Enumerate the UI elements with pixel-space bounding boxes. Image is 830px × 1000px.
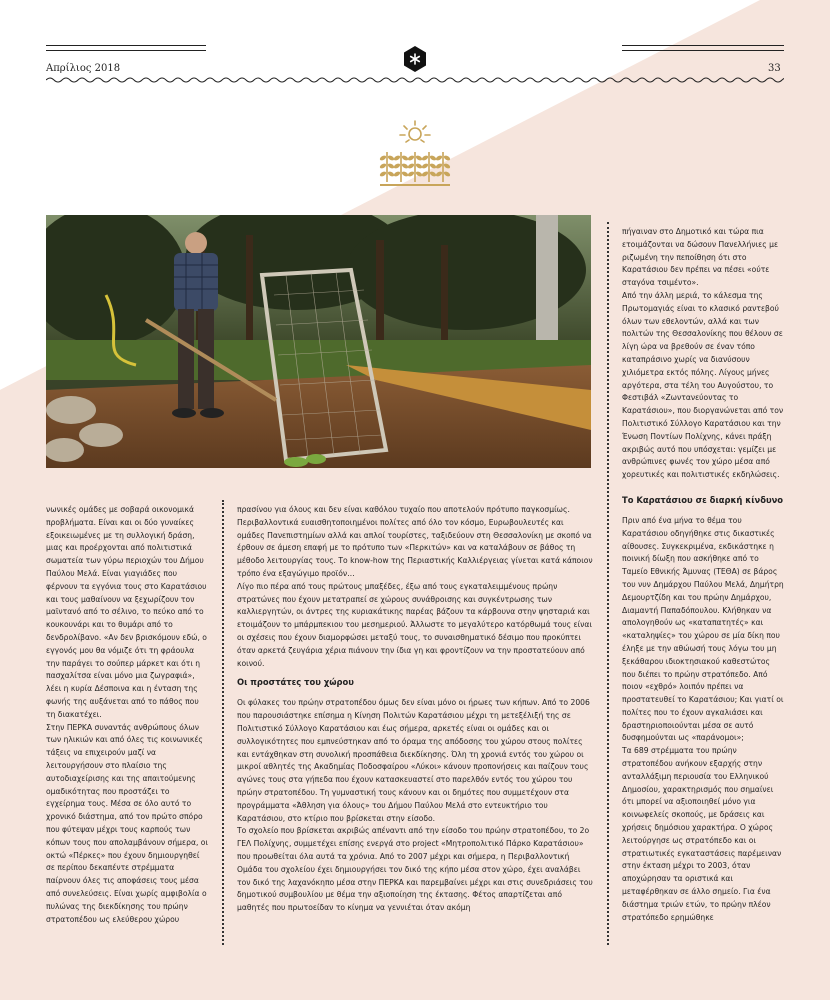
column-separator-2 [607,222,609,945]
column-1 [46,504,210,926]
col3-paragraph-4: Τα 689 στρέμματα του πρώην στρατοπέδου ανήκουν εξαρχής στην ανταλλάξιμη περιουσία του Ελληνικού Δημοσίου, χαρακτηρισμός που σημαίνει ότι μπορεί να αξιοποιηθεί μόνο για κοινωφελείς σκοπούς, με δράσεις και χρήσεις δημόσιου χαρακτήρα. Ο χώρος λειτούργησε ως στρατόπεδο και οι στρατιωτικές εγκαταστάσεις παρέμειναν στην έκταση μέχρι το 2003, όταν αποχώρησαν τα οριστικά και μεταφέρθηκαν σε άλλο σημείο. Για ένα διάστημα τριών ετών, το πρώην πλέον στρατόπεδο ερημώθηκε [622,746,782,922]
col2-paragraph-1: πρασίνου για όλους και δεν είναι καθόλου τυχαίο που αποτελούν πρότυπο παγκοσμίως. Περιβαλλοντικά ευαισθητοποιημένοι πολίτες από όλο τον κόσμο, Ευρωβουλευτές και ομάδες Πανεπιστημίων αλλά και απλοί τουρίστες, ταξιδεύουν στη Θεσσαλονίκη με σκοπό να έρθουν σε άμεση επαφή με το πρότυπο των «Περκιτών» και να καταλάβουν σε βάθος τη μέθοδο λειτουργίας τους. Το know-how της Περιαστικής Καλλιέργειας γίνεται κατά κάποιον τρόπο ένα εξαγώγιμο προϊόν… [237,505,593,578]
sprouts-sun-icon [378,118,452,190]
column-2 [237,504,593,915]
header-rule-left-top [46,45,206,46]
wavy-divider [46,76,784,84]
header-rule-right-bottom [622,50,784,51]
col3-heading: Το Καρατάσιου σε διαρκή κίνδυνο [622,494,784,505]
col1-paragraph-2: Στην ΠΕΡΚΑ συναντάς ανθρώπους όλων των ηλικιών και από όλες τις κοινωνικές τάξεις να επιχειρούν μαζί να λειτουργήσουν στο πλαίσιο της αυτοδιαχείρισης και της απαιτούμενης ομαδικότητας που προστάζει το εγχείρημα τους. Μέσα σε όλο αυτό το χρονικό διάστημα, από τον πρώτο σπόρο που φύτεψαν μέχρι τους καρπούς των κόπων τους που απολαμβάνουν σήμερα, οι οκτώ «Πέρκες» που έχουν δημιουργηθεί σε περίπου δεκαπέντε στρέμματα παίρνουν όλες τις αποφάσεις τους μέσα από συνελεύσεις. Είναι χωρίς αμφιβολία ο πυλώνας της διεκδίκησης του πρώην στρατοπέδου ως ελεύθερου χώρου [46,722,208,924]
asterisk-icon [402,45,428,73]
issue-date: Απρίλιος 2018 [46,63,121,74]
col2-paragraph-2: Λίγο πιο πέρα από τους πρώτους μπαξέδες, έξω από τους εγκαταλειμμένους πρώην στρατώνες που έχουν μετατραπεί σε χώρους συνάθροισης και συγκέντρωσης των καλλιεργητών, οι άντρες της κυριακάτικης παρέας βάζουν τα κάρβουνα στην ψησταριά και ετοιμάζουν το μπάρμπεκιου του μεσημεριού. Άλλωστε το μεγαλύτερο κατόρθωμά τους είναι οι σχέσεις που έχουν διαμορφώσει μεταξύ τους, το συναισθηματικό δέσιμο που προκύπτει όταν αρκετά ζευγάρια χέρια πιάνουν την ίδια γη και φροντίζουν να την προστατεύουν από κοινού. [237,581,592,668]
header-rule-right-top [622,45,784,46]
col2-paragraph-4: Το σχολείο που βρίσκεται ακριβώς απέναντι από την είσοδο του πρώην στρατοπέδου, το 2ο ΓΕΛ Πολίχνης, συμμετέχει επίσης ενεργά στο project «Μητροπολιτικό Πάρκο Καρατάσιου» που προωθείται όλα αυτά τα χρόνια. Από το 2007 μέχρι και σήμερα, η Περιβαλλοντική Ομάδα του σχολείου έχει δημιουργήσει τον δικό της κήπο μέσα στον χώρο, έχει αναλάβει τον δικό της λαχανόκηπο μέσα στην ΠΕΡΚΑ και παρεμβαίνει μέχρι και στις συνεδριάσεις του δημοτικού συμβουλίου με θέμα την αξιοποίηση της έκτασης. Φέτος απαρτίζεται από μαθητές που πρωτοείδαν το κίνημα να γεννιέται όταν ακόμη [237,826,593,913]
col2-heading: Οι προστάτες του χώρου [237,677,354,688]
garden-photo [46,215,591,468]
col3-paragraph-1: πήγαιναν στο Δημοτικό και τώρα πια ετοιμάζονται να δώσουν Πανελλήνιες με ριζωμένη την πεποίθηση ότι στο Καρατάσιου δεν πρέπει να πέσει «ούτε σταγόνα τσιμέντο». [622,227,779,288]
col3-paragraph-3: Πριν από ένα μήνα το θέμα του Καρατάσιου οδηγήθηκε στις δικαστικές αίθουσες. Συγκεκριμένα, εκδικάστηκε η ποινική δίωξη που ασκήθηκε από το Ταμείο Εθνικής Άμυνας (ΤΕΘΑ) σε βάρος του νυν Δημάρχου Παύλου Μελά, Δημήτρη Δεμουρτζίδη και του πρώην Δημάρχου, Διαμαντή Παπαδόπουλου. Κλήθηκαν να απολογηθούν ως «καταπατητές» και «καταληψίες» του χώρου σε μία δίκη που έληξε με την αθώωσή τους λόγω του μη ξεκάθαρου ιδιοκτησιακού καθεστώτος που διέπει το πρώην στρατόπεδο. Από ποιον «εχθρό» λοιπόν πρέπει να προστατευθεί το Καρατάσιου; Και γιατί οι πολίτες που το έχουν αγκαλιάσει και δραστηριοποιούνται μέσα σε αυτό δυσφημούνται ως «παράνομοι»; [622,515,784,743]
column-separator-1 [222,500,224,945]
column-3 [622,226,784,924]
header-rule-left-bottom [46,50,206,51]
col1-paragraph-1: νωνικές ομάδες με σοβαρά οικονομικά προβλήματα. Είναι και οι δύο γυναίκες εξοικειωμένες με τη συλλογική δράση, μιας και προέρχονται από πολιτιστικά σωματεία των γύρω περιοχών του Δήμου Παύλου Μελά. Είναι γιαγιάδες που φέρνουν τα εγγόνια τους στο Καρατάσιου και τους μαθαίνουν να ξεχωρίζουν τον μαϊντανό από το σέλινο, το πεύκο από το κουκουνάρι και το θυμάρι από το δενδρολίβανο. «Αν δεν βρισκόμουν εδώ, ο εγγονός μου θα νόμιζε ότι τη φράουλα την παράγει το σούπερ μάρκετ και ότι η πασχαλίτσα είναι μόνο μια ζωγραφιά», λέει η κυρία Δέσποινα και η ένταση της φωνής της αυξάνεται από το πάθος που τη διακατέχει. [46,505,207,719]
col3-paragraph-2: Από την άλλη μεριά, το κάλεσμα της Πρωτομαγιάς είναι το κλασικό ραντεβού όλων των εθελοντών, αλλά και των πολιτών της Θεσσαλονίκης που θέλουν σε λίγη ώρα να βρεθούν σε έναν τόπο καταπράσινο χωρίς να διανύσουν χιλιόμετρα εκτός πόλης. Λίγους μήνες αργότερα, στα τέλη του Αυγούστου, το Φεστιβάλ «Ζωντανεύοντας το Καρατάσιου», που διοργανώνεται από τον Πολιτιστικό Σύλλογο Καρατάσιου και την Ένωση Ποντίων Πολίχνης, κάνει πράξη ακριβώς αυτό που υπόσχεται: γεμίζει με ανθρώπινες φωνές τον χώρο μέσα από χορευτικές και πολιτιστικές εκδηλώσεις. [622,290,784,480]
page-number: 33 [768,63,781,74]
col2-paragraph-3: Οι φύλακες του πρώην στρατοπέδου όμως δεν είναι μόνο οι ήρωες των κήπων. Από το 2006 που παρουσιάστηκε επίσημα η Κίνηση Πολιτών Καρατάσιου μέχρι τη μετεξέλιξή της σε Πολιτιστικό Σύλλογο Καρατάσιου και έως σήμερα, αρκετές είναι οι ομάδες και οι συλλογικότητες που εμπνεύστηκαν από το όραμα της απόδοσης του χώρου στους πολίτες και εντάχθηκαν στη συνολική προσπάθεια διεκδίκησης. Όλη τη χρονιά εντός του χώρου οι μικροί αθλητές της Ακαδημίας Ποδοσφαίρου «Λύκοι» κάνουν προπονήσεις και παίζουν τους αγώνες τους στα γήπεδα που έχουν κατασκευαστεί στο παρελθόν εντός του χώρου του πρώην στρατοπέδου. Τη γυμναστική τους κάνουν και οι δημότες που συμμετέχουν στα προγράμματα «Άθληση για όλους» του Δήμου Παύλου Μελά στο εντευκτήριο του Καρατάσιου, στο κτίριο που βρίσκεται στην είσοδο. [237,698,590,823]
